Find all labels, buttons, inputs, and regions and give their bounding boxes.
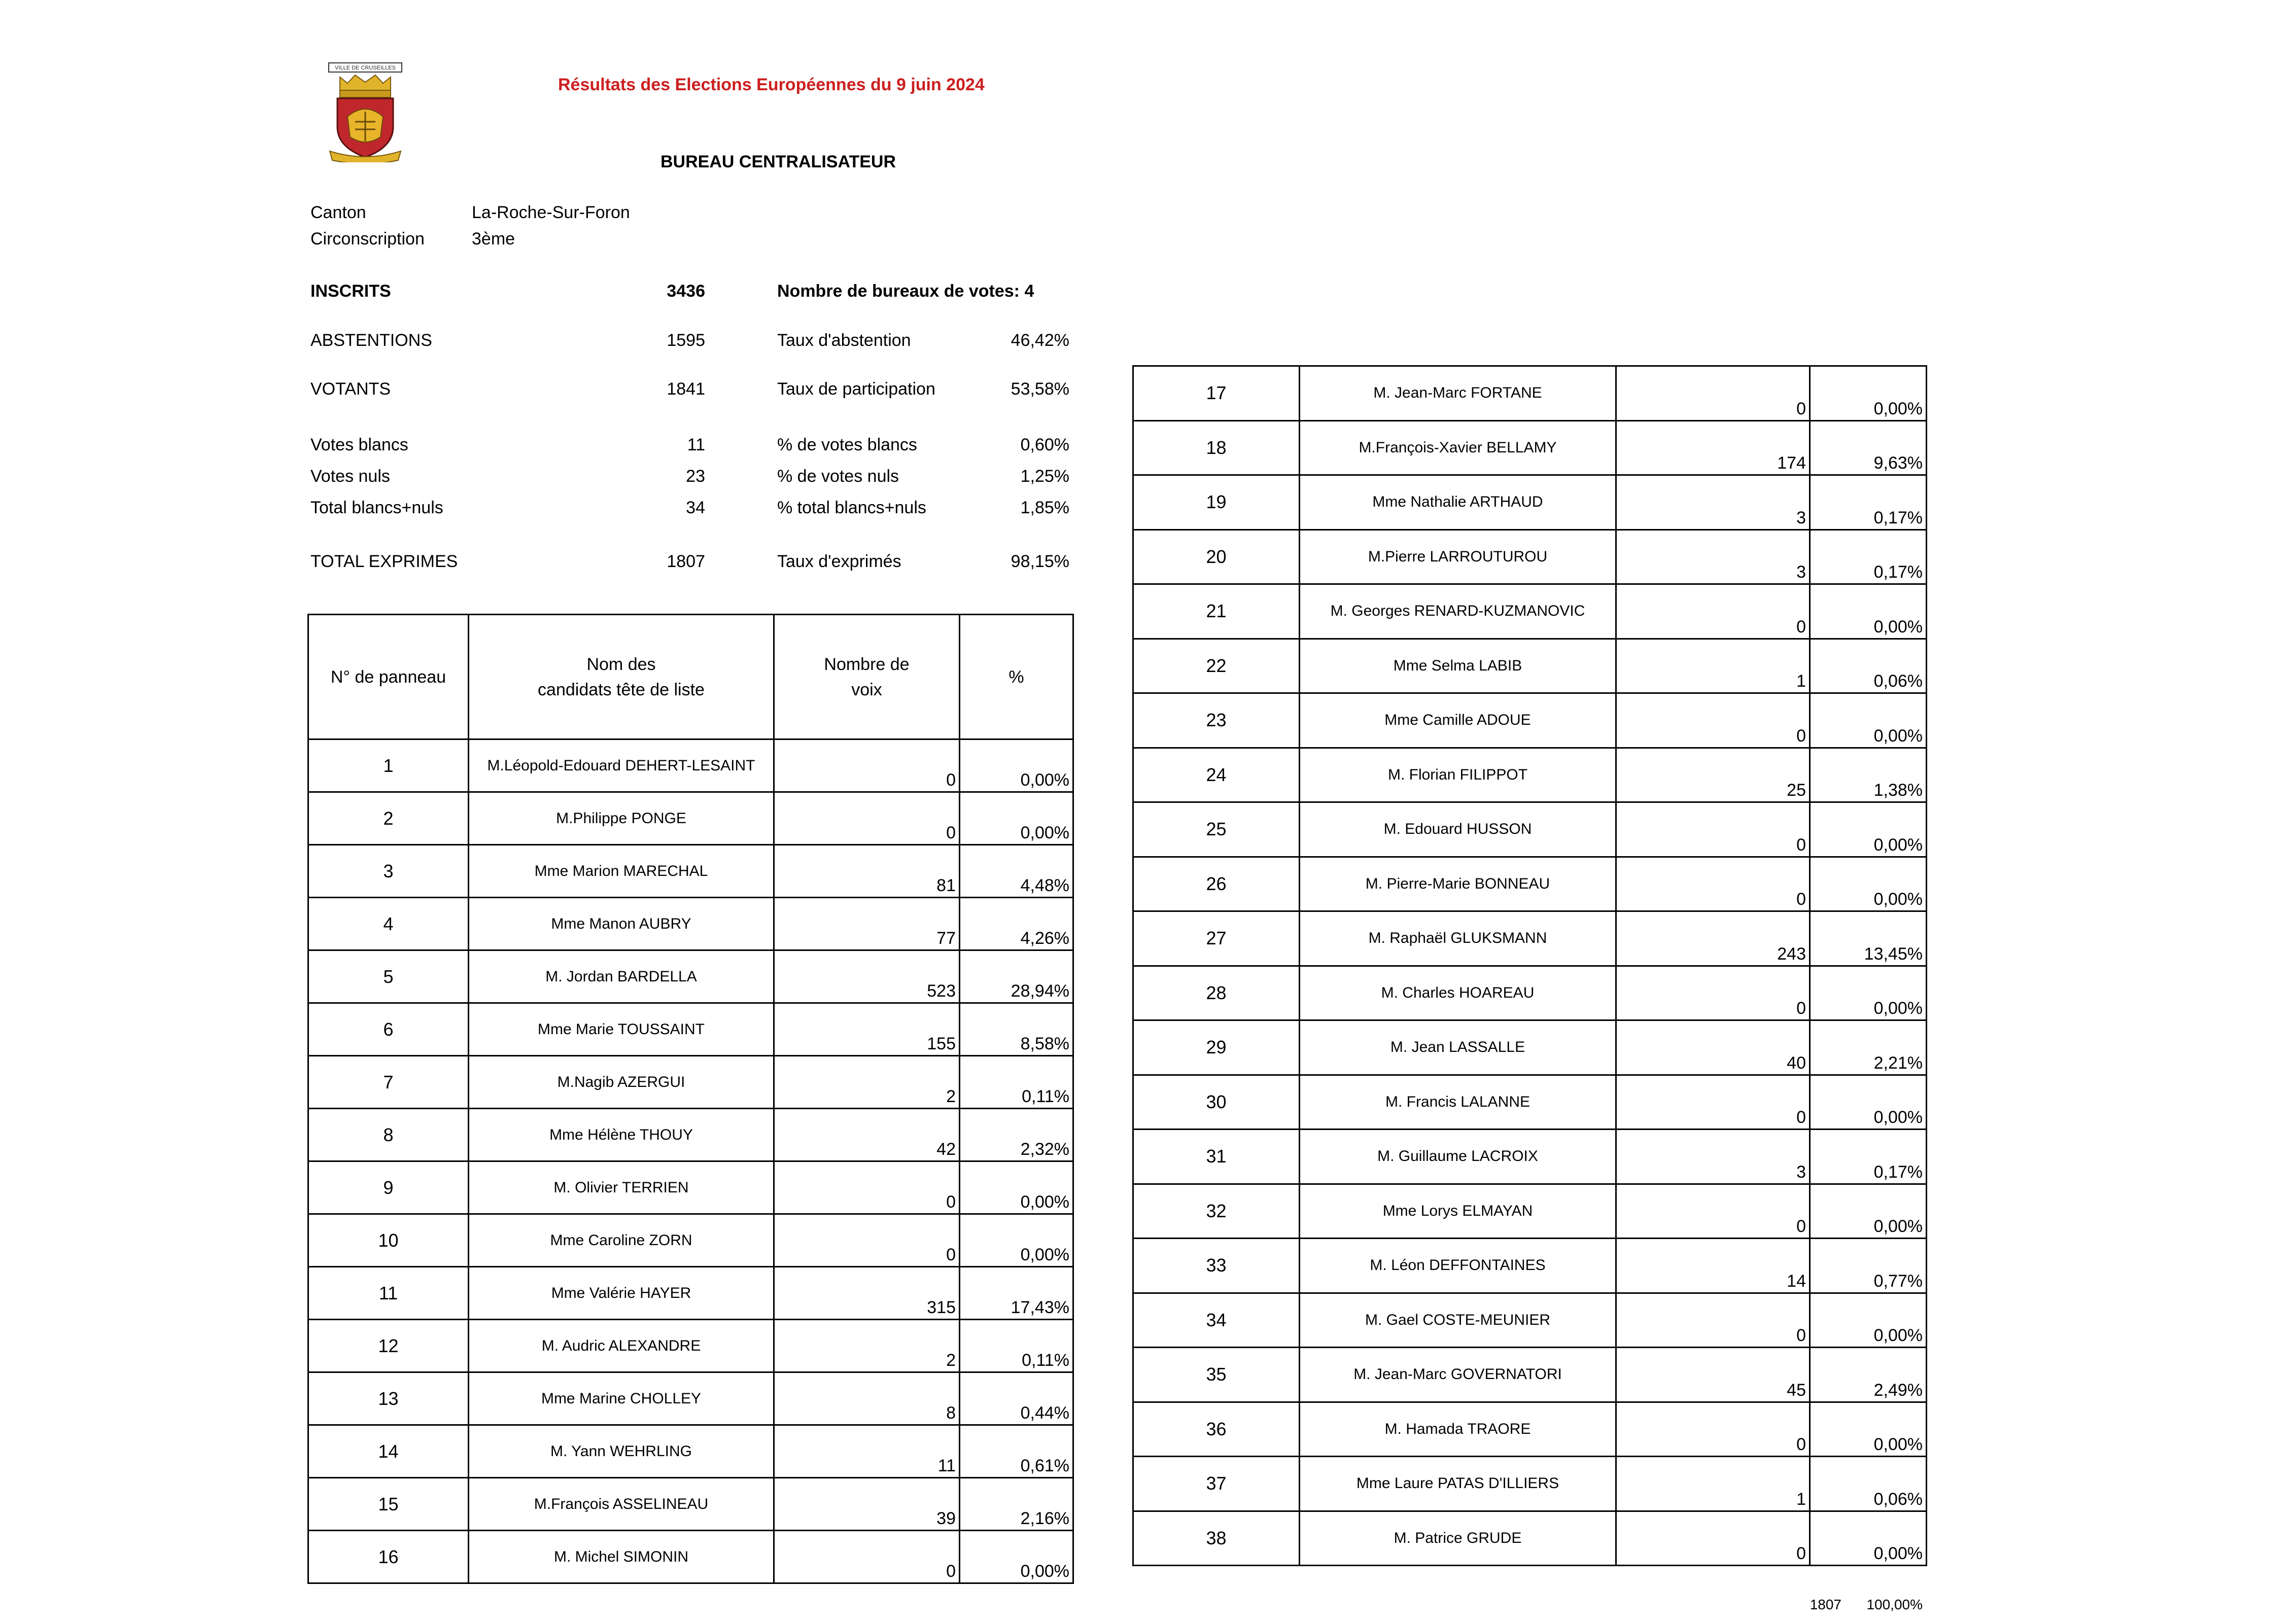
candidate-name: M. Michel SIMONIN	[469, 1531, 774, 1583]
total-exprimes-label: TOTAL EXPRIMES	[310, 552, 458, 571]
panel-number: 15	[308, 1478, 469, 1531]
votes-blancs-value: 11	[687, 435, 705, 454]
results-table-left	[307, 614, 1074, 1584]
vote-percent: 0,00%	[1810, 584, 1927, 639]
vote-percent: 0,00%	[1810, 1184, 1927, 1239]
table-row	[1133, 1184, 1927, 1239]
panel-number: 14	[308, 1425, 469, 1478]
header-pct: %	[960, 615, 1073, 739]
candidate-name: Mme Hélène THOUY	[469, 1109, 774, 1161]
candidate-name: M. Audric ALEXANDRE	[469, 1320, 774, 1372]
table-row	[308, 1214, 1073, 1267]
header-nom-line1: Nom des	[586, 654, 656, 674]
candidate-name: Mme Marine CHOLLEY	[469, 1372, 774, 1425]
table-row	[308, 1320, 1073, 1372]
candidate-name: M. Edouard HUSSON	[1300, 802, 1616, 857]
candidate-name: Mme Lorys ELMAYAN	[1300, 1184, 1616, 1239]
candidate-name: M. Jean-Marc FORTANE	[1300, 366, 1616, 421]
vote-percent: 0,61%	[960, 1425, 1073, 1478]
vote-percent: 0,00%	[1810, 1511, 1927, 1566]
panel-number: 8	[308, 1109, 469, 1161]
vote-count: 2	[774, 1056, 960, 1109]
vote-count: 0	[774, 1161, 960, 1214]
table-header-row	[308, 615, 1073, 739]
vote-percent: 2,16%	[960, 1478, 1073, 1531]
vote-percent: 0,00%	[960, 1531, 1073, 1583]
abstentions-value: 1595	[667, 331, 705, 350]
vote-count: 243	[1616, 911, 1810, 966]
vote-percent: 13,45%	[1810, 911, 1927, 966]
table-row	[1133, 366, 1927, 421]
vote-percent: 0,06%	[1810, 1457, 1927, 1511]
panel-number: 4	[308, 898, 469, 950]
header-voix-line1: Nombre de	[824, 654, 910, 674]
table-row	[308, 792, 1073, 845]
vote-count: 0	[1616, 1075, 1810, 1130]
table-row	[1133, 1293, 1927, 1348]
vote-count: 40	[1616, 1020, 1810, 1075]
vote-percent: 8,58%	[960, 1003, 1073, 1056]
panel-number: 28	[1133, 966, 1300, 1020]
vote-percent: 0,00%	[960, 792, 1073, 845]
total-blancs-nuls-label: Total blancs+nuls	[310, 498, 443, 517]
table-row	[308, 1267, 1073, 1320]
votants-label: VOTANTS	[310, 379, 391, 399]
panel-number: 32	[1133, 1184, 1300, 1239]
vote-percent: 0,11%	[960, 1056, 1073, 1109]
vote-count: 0	[1616, 1511, 1810, 1566]
panel-number: 27	[1133, 911, 1300, 966]
vote-count: 0	[1616, 1402, 1810, 1457]
candidate-name: M.François-Xavier BELLAMY	[1300, 420, 1616, 475]
panel-number: 26	[1133, 857, 1300, 911]
pct-blancs-value: 0,60%	[1020, 435, 1069, 454]
vote-count: 42	[774, 1109, 960, 1161]
vote-percent: 0,00%	[1810, 366, 1927, 421]
vote-count: 39	[774, 1478, 960, 1531]
taux-exprimes-value: 98,15%	[1011, 552, 1069, 571]
candidate-name: M. Gael COSTE-MEUNIER	[1300, 1293, 1616, 1348]
vote-count: 0	[774, 792, 960, 845]
coat-of-arms-logo	[320, 61, 411, 162]
panel-number: 5	[308, 950, 469, 1003]
vote-count: 14	[1616, 1239, 1810, 1293]
candidate-name: M. Olivier TERRIEN	[469, 1161, 774, 1214]
panel-number: 25	[1133, 802, 1300, 857]
panel-number: 1	[308, 739, 469, 792]
panel-number: 3	[308, 845, 469, 898]
table-row	[1133, 1402, 1927, 1457]
vote-count: 0	[1616, 1184, 1810, 1239]
vote-count: 0	[1616, 584, 1810, 639]
vote-count: 11	[774, 1425, 960, 1478]
vote-percent: 17,43%	[960, 1267, 1073, 1320]
vote-count: 0	[1616, 857, 1810, 911]
table-row	[1133, 1075, 1927, 1130]
abstentions-label: ABSTENTIONS	[310, 331, 432, 350]
candidate-name: M. Florian FILIPPOT	[1300, 748, 1616, 802]
vote-percent: 1,38%	[1810, 748, 1927, 802]
vote-count: 0	[1616, 1293, 1810, 1348]
table-row	[308, 1531, 1073, 1583]
table-row	[308, 1372, 1073, 1425]
candidate-name: M.Pierre LARROUTUROU	[1300, 530, 1616, 584]
vote-percent: 0,00%	[1810, 1293, 1927, 1348]
pct-nuls-value: 1,25%	[1020, 467, 1069, 486]
vote-count: 3	[1616, 475, 1810, 530]
panel-number: 16	[308, 1531, 469, 1583]
candidate-name: M. Yann WEHRLING	[469, 1425, 774, 1478]
table-row	[308, 1161, 1073, 1214]
inscrits-value: 3436	[667, 281, 705, 301]
canton-label: Canton	[310, 203, 366, 222]
panel-number: 19	[1133, 475, 1300, 530]
inscrits-label: INSCRITS	[310, 281, 391, 301]
panel-number: 38	[1133, 1511, 1300, 1566]
panel-number: 33	[1133, 1239, 1300, 1293]
candidate-name: M. Jordan BARDELLA	[469, 950, 774, 1003]
candidate-name: Mme Marion MARECHAL	[469, 845, 774, 898]
table-row	[308, 1478, 1073, 1531]
page-subtitle: BUREAU CENTRALISATEUR	[660, 152, 896, 171]
vote-percent: 0,00%	[960, 1161, 1073, 1214]
table-row	[308, 739, 1073, 792]
vote-percent: 0,00%	[1810, 966, 1927, 1020]
candidate-name: M. Raphaël GLUKSMANN	[1300, 911, 1616, 966]
table-row	[308, 898, 1073, 950]
header-voix-line2: voix	[851, 680, 882, 699]
candidate-name: M.Léopold-Edouard DEHERT-LESAINT	[469, 739, 774, 792]
table-row	[1133, 639, 1927, 693]
candidate-name: M.Philippe PONGE	[469, 792, 774, 845]
candidate-name: M. Léon DEFFONTAINES	[1300, 1239, 1616, 1293]
vote-percent: 0,17%	[1810, 1130, 1927, 1184]
panel-number: 12	[308, 1320, 469, 1372]
vote-count: 81	[774, 845, 960, 898]
taux-abstention-value: 46,42%	[1011, 331, 1069, 350]
table-row	[1133, 748, 1927, 802]
votes-nuls-value: 23	[686, 467, 705, 486]
table-row	[308, 1109, 1073, 1161]
total-blancs-nuls-value: 34	[686, 498, 705, 517]
vote-count: 0	[1616, 802, 1810, 857]
panel-number: 37	[1133, 1457, 1300, 1511]
total-pct: 100,00%	[1866, 1597, 1923, 1612]
pct-blancs-label: % de votes blancs	[777, 435, 917, 454]
candidate-name: M. Charles HOAREAU	[1300, 966, 1616, 1020]
candidate-name: Mme Laure PATAS D'ILLIERS	[1300, 1457, 1616, 1511]
table-row	[1133, 420, 1927, 475]
panel-number: 34	[1133, 1293, 1300, 1348]
vote-count: 174	[1616, 420, 1810, 475]
vote-percent: 4,48%	[960, 845, 1073, 898]
taux-participation-value: 53,58%	[1011, 379, 1069, 399]
candidate-name: Mme Manon AUBRY	[469, 898, 774, 950]
table-row	[1133, 802, 1927, 857]
vote-count: 1	[1616, 1457, 1810, 1511]
candidate-name: M. Guillaume LACROIX	[1300, 1130, 1616, 1184]
vote-percent: 0,17%	[1810, 475, 1927, 530]
candidate-name: M.François ASSELINEAU	[469, 1478, 774, 1531]
votes-nuls-label: Votes nuls	[310, 467, 390, 486]
circonscription-value: 3ème	[472, 229, 515, 249]
panel-number: 21	[1133, 584, 1300, 639]
vote-count: 45	[1616, 1348, 1810, 1402]
vote-count: 8	[774, 1372, 960, 1425]
panel-number: 13	[308, 1372, 469, 1425]
candidate-name: Mme Camille ADOUE	[1300, 693, 1616, 748]
panel-number: 30	[1133, 1075, 1300, 1130]
header-voix	[774, 615, 960, 739]
table-row	[308, 1425, 1073, 1478]
vote-count: 1	[1616, 639, 1810, 693]
vote-percent: 9,63%	[1810, 420, 1927, 475]
page-title: Résultats des Elections Européennes du 9 juin 2024	[558, 75, 985, 94]
vote-percent: 0,00%	[1810, 802, 1927, 857]
panel-number: 17	[1133, 366, 1300, 421]
bureaux-count-label: Nombre de bureaux de votes: 4	[777, 281, 1034, 301]
vote-count: 3	[1616, 1130, 1810, 1184]
circonscription-label: Circonscription	[310, 229, 425, 249]
votes-blancs-label: Votes blancs	[310, 435, 408, 454]
table-row	[1133, 1511, 1927, 1566]
vote-count: 2	[774, 1320, 960, 1372]
table-row	[1133, 530, 1927, 584]
canton-value: La-Roche-Sur-Foron	[472, 203, 630, 222]
table-row	[308, 1003, 1073, 1056]
results-table-right	[1132, 365, 1927, 1566]
table-row	[1133, 1130, 1927, 1184]
panel-number: 29	[1133, 1020, 1300, 1075]
vote-percent: 0,06%	[1810, 639, 1927, 693]
taux-participation-label: Taux de participation	[777, 379, 935, 399]
vote-percent: 0,00%	[960, 739, 1073, 792]
table-row	[1133, 475, 1927, 530]
vote-percent: 0,44%	[960, 1372, 1073, 1425]
table-row	[1133, 911, 1927, 966]
panel-number: 10	[308, 1214, 469, 1267]
candidate-name: M. Jean-Marc GOVERNATORI	[1300, 1348, 1616, 1402]
taux-abstention-label: Taux d'abstention	[777, 331, 911, 350]
vote-percent: 2,32%	[960, 1109, 1073, 1161]
candidate-name: Mme Caroline ZORN	[469, 1214, 774, 1267]
vote-percent: 0,11%	[960, 1320, 1073, 1372]
vote-percent: 0,00%	[1810, 1075, 1927, 1130]
candidate-name: Mme Selma LABIB	[1300, 639, 1616, 693]
vote-count: 0	[774, 739, 960, 792]
candidate-name: M. Hamada TRAORE	[1300, 1402, 1616, 1457]
table-row	[1133, 857, 1927, 911]
table-row	[1133, 966, 1927, 1020]
candidate-name: M. Francis LALANNE	[1300, 1075, 1616, 1130]
pct-total-blancs-nuls-value: 1,85%	[1020, 498, 1069, 517]
candidate-name: M. Pierre-Marie BONNEAU	[1300, 857, 1616, 911]
table-row	[1133, 1348, 1927, 1402]
candidate-name: M. Patrice GRUDE	[1300, 1511, 1616, 1566]
vote-percent: 28,94%	[960, 950, 1073, 1003]
vote-percent: 4,26%	[960, 898, 1073, 950]
panel-number: 6	[308, 1003, 469, 1056]
vote-percent: 0,17%	[1810, 530, 1927, 584]
panel-number: 22	[1133, 639, 1300, 693]
panel-number: 31	[1133, 1130, 1300, 1184]
vote-count: 25	[1616, 748, 1810, 802]
table-row	[1133, 1239, 1927, 1293]
panel-number: 11	[308, 1267, 469, 1320]
panel-number: 20	[1133, 530, 1300, 584]
candidate-name: M. Georges RENARD-KUZMANOVIC	[1300, 584, 1616, 639]
candidate-name: M.Nagib AZERGUI	[469, 1056, 774, 1109]
panel-number: 24	[1133, 748, 1300, 802]
table-row	[308, 845, 1073, 898]
header-panneau: N° de panneau	[308, 615, 469, 739]
pct-nuls-label: % de votes nuls	[777, 467, 899, 486]
votants-value: 1841	[667, 379, 705, 399]
panel-number: 36	[1133, 1402, 1300, 1457]
vote-count: 0	[774, 1531, 960, 1583]
panel-number: 2	[308, 792, 469, 845]
table-row	[308, 1056, 1073, 1109]
vote-percent: 2,21%	[1810, 1020, 1927, 1075]
candidate-name: Mme Valérie HAYER	[469, 1267, 774, 1320]
vote-count: 155	[774, 1003, 960, 1056]
table-row	[1133, 1020, 1927, 1075]
vote-count: 523	[774, 950, 960, 1003]
vote-percent: 0,00%	[1810, 693, 1927, 748]
header-nom-line2: candidats tête de liste	[538, 680, 705, 699]
vote-percent: 0,00%	[1810, 1402, 1927, 1457]
vote-percent: 0,77%	[1810, 1239, 1927, 1293]
table-row	[1133, 1457, 1927, 1511]
total-exprimes-value: 1807	[667, 552, 705, 571]
table-row	[308, 950, 1073, 1003]
vote-percent: 2,49%	[1810, 1348, 1927, 1402]
table-row	[1133, 584, 1927, 639]
vote-count: 77	[774, 898, 960, 950]
panel-number: 7	[308, 1056, 469, 1109]
panel-number: 9	[308, 1161, 469, 1214]
vote-count: 315	[774, 1267, 960, 1320]
panel-number: 18	[1133, 420, 1300, 475]
vote-count: 0	[774, 1214, 960, 1267]
vote-count: 0	[1616, 693, 1810, 748]
pct-total-blancs-nuls-label: % total blancs+nuls	[777, 498, 926, 517]
table-row	[1133, 693, 1927, 748]
vote-count: 0	[1616, 966, 1810, 1020]
taux-exprimes-label: Taux d'exprimés	[777, 552, 901, 571]
candidate-name: M. Jean LASSALLE	[1300, 1020, 1616, 1075]
vote-count: 0	[1616, 366, 1810, 421]
candidate-name: Mme Nathalie ARTHAUD	[1300, 475, 1616, 530]
header-nom	[469, 615, 774, 739]
total-voix: 1807	[1810, 1597, 1841, 1612]
vote-percent: 0,00%	[960, 1214, 1073, 1267]
vote-count: 3	[1616, 530, 1810, 584]
panel-number: 35	[1133, 1348, 1300, 1402]
panel-number: 23	[1133, 693, 1300, 748]
candidate-name: Mme Marie TOUSSAINT	[469, 1003, 774, 1056]
svg-text:VILLE DE CRUSEILLES: VILLE DE CRUSEILLES	[335, 65, 396, 71]
vote-percent: 0,00%	[1810, 857, 1927, 911]
